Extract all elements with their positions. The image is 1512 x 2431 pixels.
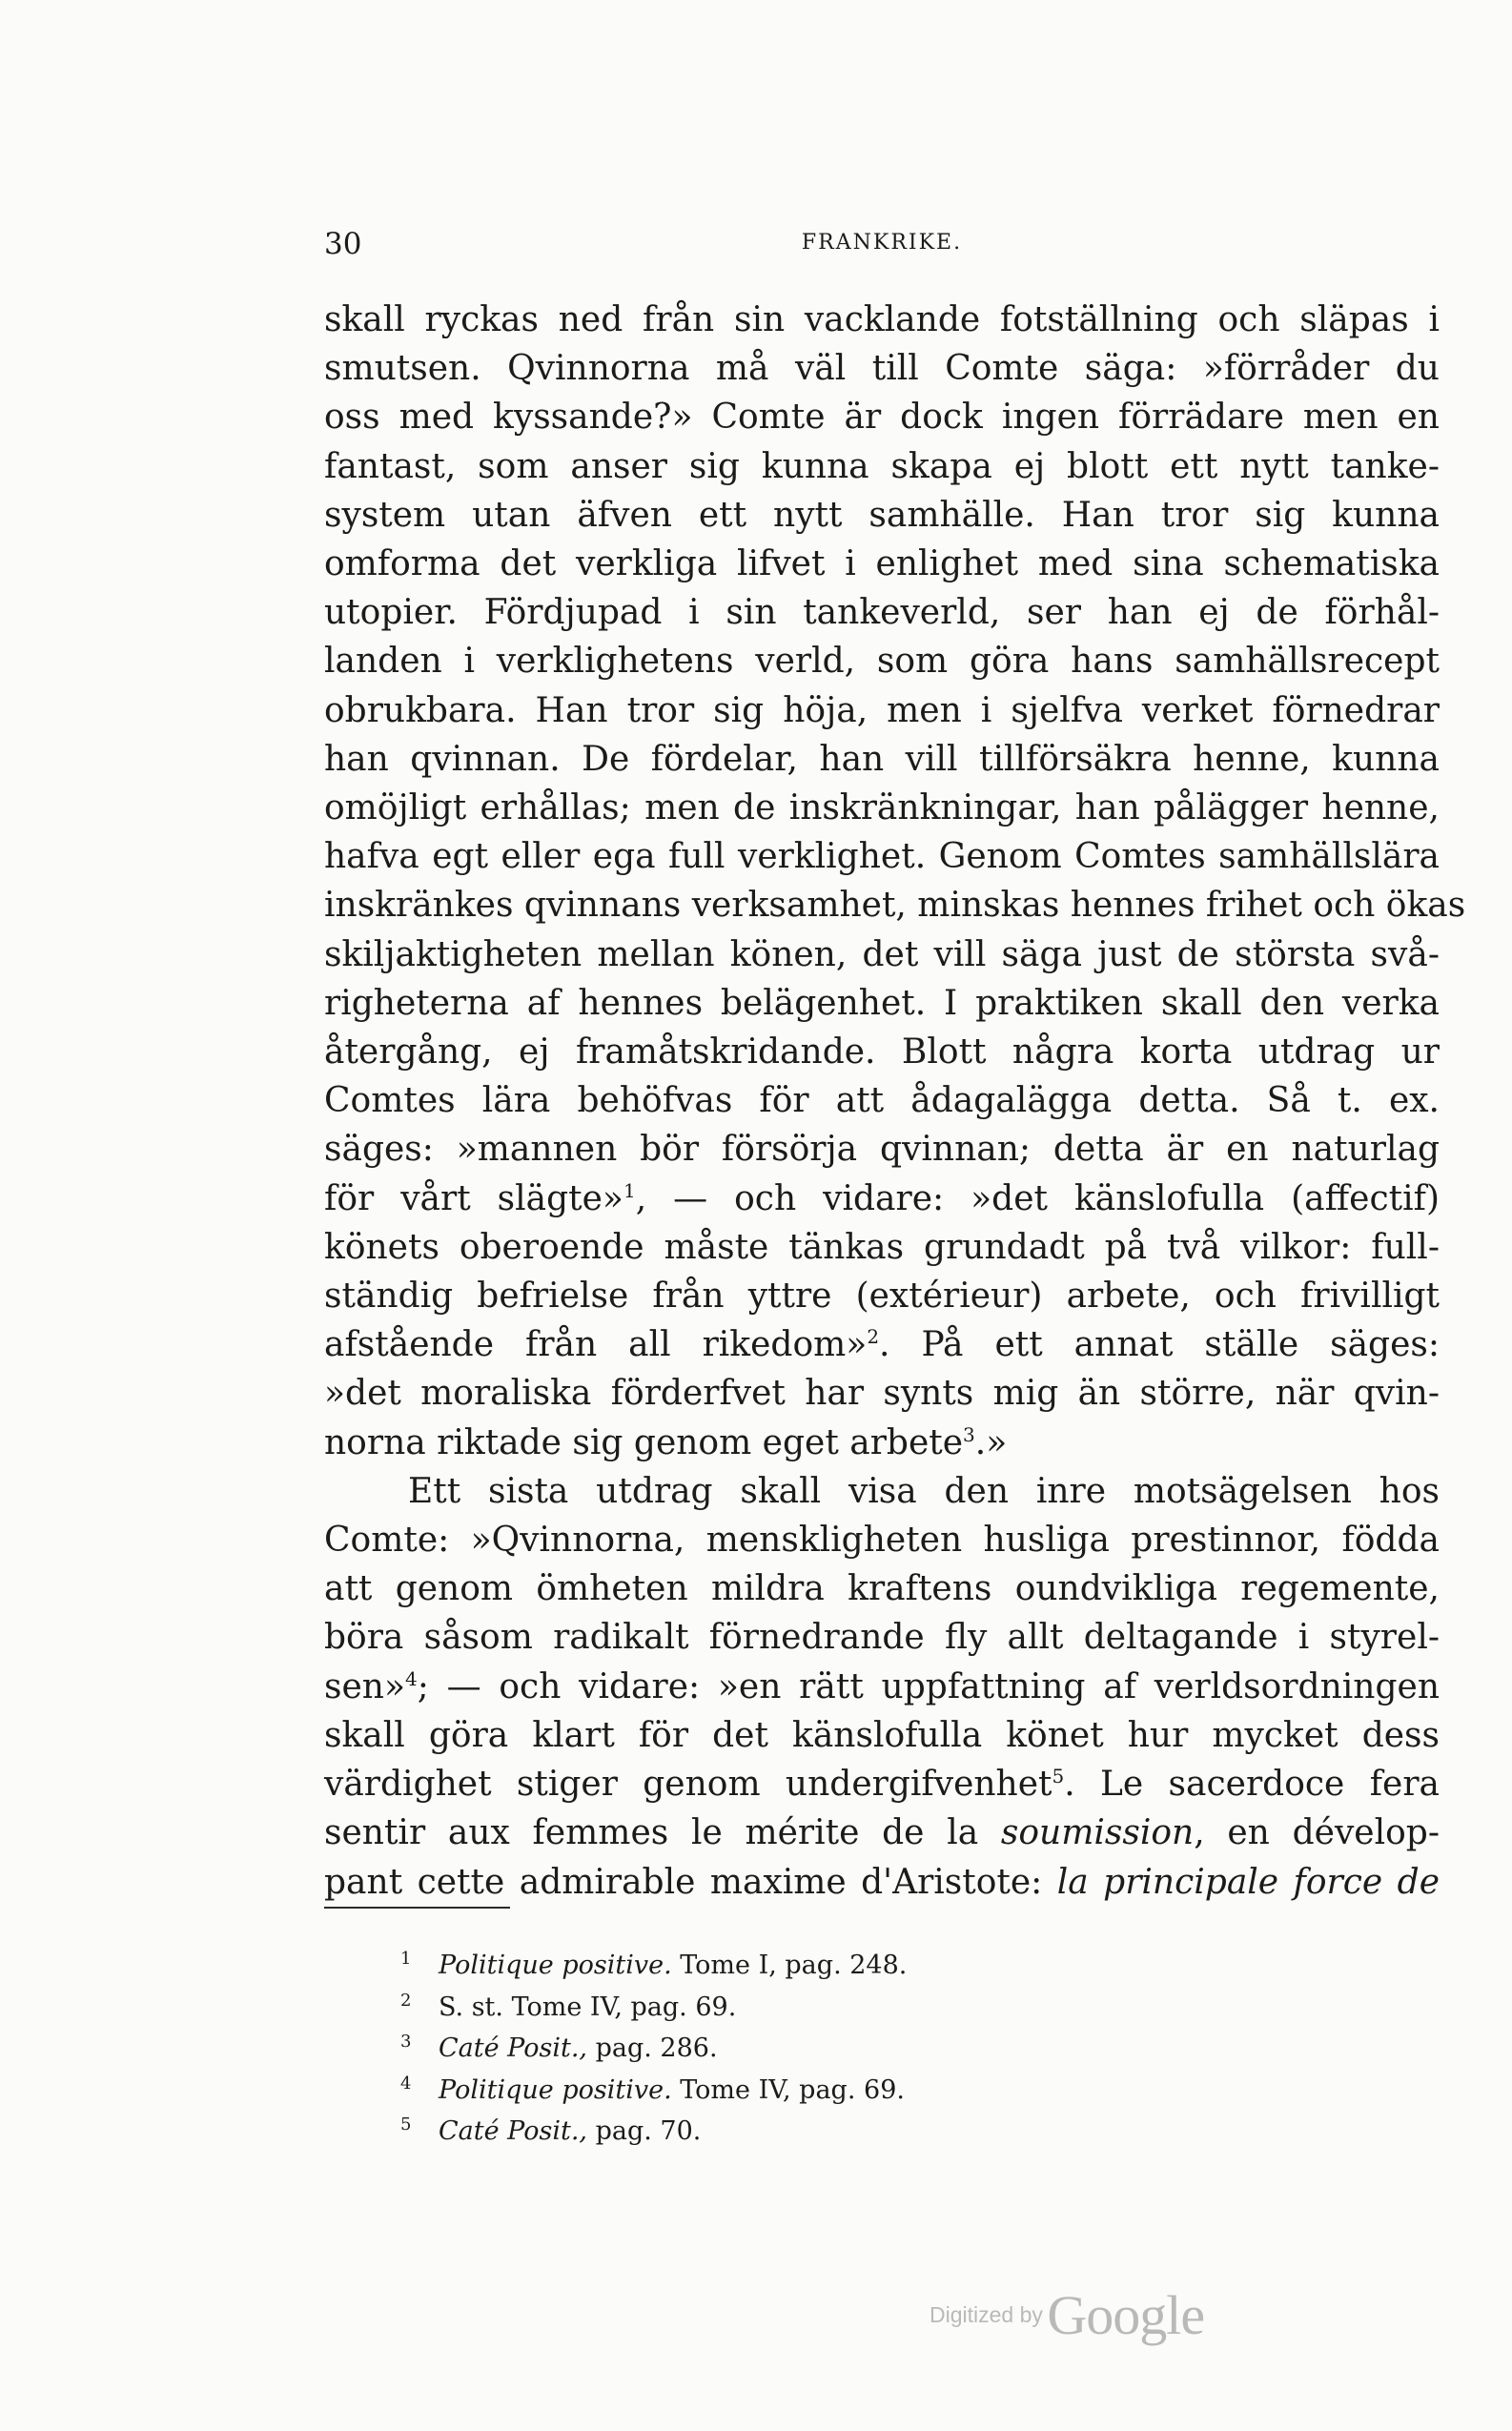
text-line: system utan äfven ett nytt samhälle. Han tror sig kunna [324,495,1440,535]
italic-segment: soumission [1000,1813,1195,1853]
text-line [324,1858,1440,1907]
text-segment: värdighet stiger genom undergifvenhet [324,1765,1052,1805]
text-line [324,1419,1440,1467]
text-segment: sentir aux femmes le mérite de la [324,1813,1001,1853]
text-segment: norna riktade sig genom eget arbete [324,1422,964,1462]
text-line: säges: »mannen bör försörja qvinnan; detta är en naturlag [324,1130,1440,1170]
text-line: han qvinnan. De fördelar, han vill tillförsäkra henne, kunna [324,739,1440,779]
text-segment: sen» [324,1666,405,1706]
text-line: Ett sista utdrag skall visa den inre motsägelsen hos [408,1471,1440,1511]
running-head: FRANKRIKE. [801,231,963,255]
footnotes [400,1945,1354,2153]
text-segment: ; — och vidare: »en rätt uppfattning af verldsordningen [417,1666,1440,1706]
text-line: böra såsom radikalt förnedrande fly allt deltagande i styrel- [324,1618,1440,1658]
text-line: inskränkes qvinnans verksamhet, minskas hennes frihet och ökas [324,886,1466,926]
page-header [324,227,1440,265]
footnote-divider [324,1907,510,1909]
text-line [324,1760,1440,1808]
text-line: landen i verklighetens verld, som göra hans samhällsrecept [324,642,1440,682]
body-text [324,296,1466,1907]
footnote-text: Tome IV, pag. 69. [671,2074,905,2105]
italic-segment: la principale force de [1056,1862,1440,1902]
text-line: Comtes lära behöfvas för att ådagalägga detta. Så t. ex. [324,1081,1440,1121]
footnote: 3 Caté Posit., pag. 286. [400,2032,718,2063]
footnote-text: pag. 70. [587,2116,702,2146]
text-line: skiljaktigheten mellan könen, det vill säga just de största svå- [324,934,1440,974]
text-line [324,1320,1440,1369]
text-line: omöjligt erhållas; men de inskränkningar, han pålägger henne, [324,788,1440,828]
text-line: »det moraliska förderfvet har synts mig än större, när qvin- [324,1374,1440,1414]
footnote-title: Politique positive. [439,1951,672,1980]
text-line: obrukbara. Han tror sig höja, men i sjelfva verket förnedrar [324,690,1440,730]
text-segment: pant cette admirable maxime d'Aristote: [324,1862,1057,1902]
footnote-text: Tome I, pag. 248. [671,1951,908,1980]
footnote-title: Caté Posit., [439,2033,588,2063]
footnote-text: S. st. Tome IV, pag. 69. [439,1992,737,2022]
footnote-title: Politique positive. [439,2074,672,2105]
footnote: 1 Politique positive. Tome I, pag. 248. [400,1949,908,1980]
text-line: skall ryckas ned från sin vacklande fotställning och släpas i [324,300,1440,339]
text-line: smutsen. Qvinnorna må väl till Comte säga: »förråder du [324,349,1440,389]
note-mark: 4 [405,1666,418,1690]
text-line [324,1175,1440,1223]
note-mark: 5 [1052,1765,1065,1788]
note-mark: 3 [963,1422,975,1446]
text-line: oss med kyssande?» Comte är dock ingen förrädare men en [324,398,1440,438]
text-line: könets oberoende måste tänkas grundadt på två vilkor: full- [324,1227,1440,1267]
watermark-prefix: Digitized by [930,2302,1043,2327]
text-segment: för vårt slägte» [324,1178,623,1218]
text-line: utopier. Fördjupad i sin tankeverld, ser han ej de förhål- [324,593,1440,633]
footnote: 5 Caté Posit., pag. 70. [400,2114,702,2146]
text-line: att genom ömheten mildra kraftens oundvikliga regemente, [324,1569,1440,1609]
text-line [324,1663,1440,1711]
text-segment: afstående från all rikedom» [324,1325,868,1365]
text-line: Comte: »Qvinnorna, menskligheten husliga prestinnor, födda [324,1521,1440,1561]
page-number: 30 [324,227,362,261]
text-line [324,1808,1440,1857]
text-line: ständig befrielse från yttre (extérieur) arbete, och frivilligt [324,1277,1440,1317]
note-mark: 1 [623,1178,636,1202]
text-segment: , — och vidare: »det känslofulla (affectif) [635,1178,1440,1218]
google-logo: Google [1047,2284,1205,2346]
digitized-watermark [930,2283,1205,2346]
note-mark: 2 [867,1325,880,1349]
text-line: omforma det verkliga lifvet i enlighet med sina schematiska [324,544,1440,584]
text-segment: . Le sacerdoce fera [1064,1765,1440,1805]
text-line: skall göra klart för det känslofulla könet hur mycket dess [324,1715,1440,1755]
text-segment: , en dévelop- [1194,1813,1440,1853]
text-line: återgång, ej framåtskridande. Blott några korta utdrag ur [324,1032,1440,1072]
footnote: 2 S. st. Tome IV, pag. 69. [400,1990,737,2022]
text-segment: .» [974,1422,1008,1462]
text-line: righeterna af hennes belägenhet. I praktiken skall den verka [324,983,1440,1023]
footnote-title: Caté Posit., [439,2116,588,2146]
text-segment: . På ett annat ställe säges: [879,1325,1440,1365]
footnote-text: pag. 286. [587,2033,718,2063]
text-line: hafva egt eller ega full verklighet. Genom Comtes samhällslära [324,837,1440,877]
text-line: fantast, som anser sig kunna skapa ej blott ett nytt tanke- [324,446,1440,486]
footnote: 4 Politique positive. Tome IV, pag. 69. [400,2073,905,2105]
